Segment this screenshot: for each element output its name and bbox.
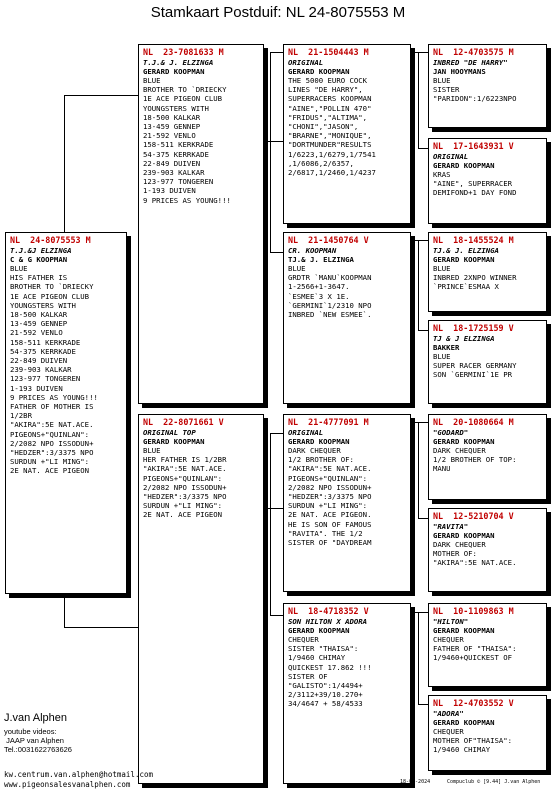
card-text-line: "AKIRA":5E NAT.ACE. <box>143 464 227 474</box>
card-text-line: BLUE <box>433 351 451 361</box>
card-text-line: "CHONI","JASON", <box>288 121 359 131</box>
card-text-line: DARK CHEQUER <box>288 445 341 455</box>
card-text-line: DARK CHEQUER <box>433 539 486 549</box>
card-text-line: SISTER <box>433 85 460 95</box>
card-text-line: 54-375 KERRKADE <box>143 149 209 159</box>
breeder-line: "GODARD" <box>433 427 469 437</box>
connector-line <box>270 52 271 252</box>
connector-line <box>418 330 428 331</box>
card-notes <box>433 170 542 198</box>
card-text-line: 9 PRICES AS YOUNG!!! <box>10 392 98 402</box>
card-text-line: SUPER RACER GERMANY <box>433 361 517 371</box>
connector-line <box>412 422 428 423</box>
connector-line <box>270 433 284 434</box>
print-date: 18-08-2024 <box>400 779 431 785</box>
card-text-line: 13-459 GENNEP <box>10 319 68 329</box>
card-text-line: 1/9460 CHIMAY <box>433 745 491 755</box>
card-text-line: 2/3112+39/10.270+ <box>288 690 363 700</box>
card-notes <box>143 446 259 520</box>
pedigree-card-dds <box>428 603 547 687</box>
card-text-line: "PARIDON":1/6223NPO <box>433 94 517 104</box>
card-text-line: CHEQUER <box>288 634 319 644</box>
card-text-line: CHEQUER <box>433 634 464 644</box>
card-text-line: 1-2566+1-3647. <box>288 282 350 292</box>
card-notes <box>433 264 542 292</box>
connector-line <box>412 612 428 613</box>
card-text-line: FATHER OF "THAISA": <box>433 644 517 654</box>
card-notes <box>288 76 406 177</box>
card-text-line: 2E NAT. ACE PIGEON. <box>288 510 372 520</box>
pedigree-card-sire-dam <box>283 232 411 404</box>
pedigree-card-main <box>5 232 127 594</box>
card-text-line: YOUNGSTERS WITH <box>143 103 209 113</box>
page-title: Stamkaart Postduif: NL 24-8075553 M <box>150 4 406 21</box>
card-notes <box>10 264 122 476</box>
connector-line <box>64 627 140 628</box>
connector-line <box>270 252 284 253</box>
ring-number: NL 18-1725159 V <box>433 323 514 333</box>
card-text-line: QUICKEST 17.862 !!! <box>288 662 372 672</box>
card-text-line: 1-193 DUIVEN <box>10 383 63 393</box>
connector-line <box>64 95 140 96</box>
card-text-line: INBRED 2XNPO WINNER <box>433 273 517 283</box>
card-text-line: 54-375 KERRKADE <box>10 346 76 356</box>
card-text-line: DEMIFOND+1 DAY FOND <box>433 188 517 198</box>
card-text-line: BLUE <box>10 263 28 273</box>
breeder-line: "ADORA" <box>433 708 464 718</box>
pedigree-card-sss <box>428 44 547 128</box>
card-text-line: MOTHER OF: <box>433 549 477 559</box>
ring-number: NL 24-8075553 M <box>10 235 91 245</box>
ring-number: NL 21-1450764 V <box>288 235 369 245</box>
card-text-line: "AKIRA":5E NAT.ACE. <box>433 558 517 568</box>
connector-line <box>266 508 284 509</box>
card-text-line: 1/9460+QUICKEST OF <box>433 653 513 663</box>
card-notes <box>433 352 542 380</box>
breeder-line: T.J.& J. ELZINGA <box>143 57 214 67</box>
card-notes <box>433 446 542 474</box>
card-text-line: 2/6817,1/2460,1/4237 <box>288 167 376 177</box>
connector-line <box>418 612 419 704</box>
card-text-line: 18-500 KALKAR <box>10 309 68 319</box>
ring-number: NL 12-5210704 V <box>433 511 514 521</box>
card-text-line: PIGEONS+"QUINLAN": <box>10 429 90 439</box>
card-text-line: HE IS SON OF FAMOUS <box>288 519 372 529</box>
card-text-line: 1/9460 CHIMAY <box>288 653 346 663</box>
card-text-line: 9 PRICES AS YOUNG!!! <box>143 195 231 205</box>
owner-name: GERARD KOOPMAN <box>143 66 205 76</box>
card-notes <box>433 727 542 755</box>
card-text-line: SISTER OF "DAYDREAM <box>288 537 372 547</box>
ring-number: NL 20-1080664 M <box>433 417 514 427</box>
card-text-line: LINES "DE HARRY", <box>288 85 363 95</box>
card-text-line: 1E ACE PIGEON CLUB <box>143 94 223 104</box>
card-notes <box>433 76 542 104</box>
owner-name: GERARD KOOPMAN <box>433 160 495 170</box>
breeder-line: ORIGINAL <box>288 427 324 437</box>
connector-line <box>418 52 419 148</box>
card-text-line: SURDUN +"LI MING": <box>288 501 368 511</box>
owner-name: JAN HOOYMANS <box>433 66 486 76</box>
card-text-line: 13-459 GENNEP <box>143 121 201 131</box>
card-text-line: BLUE <box>143 75 161 85</box>
ring-number: NL 18-4718352 V <box>288 606 369 616</box>
pedigree-card-dsd <box>428 508 547 592</box>
card-text-line: 21-592 VENLO <box>10 328 63 338</box>
card-text-line: SURDUN +"LI MING": <box>10 457 90 467</box>
connector-line <box>266 141 284 142</box>
connector-line <box>64 95 65 235</box>
owner-name: GERARD KOOPMAN <box>433 436 495 446</box>
ring-number: NL 23-7081633 M <box>143 47 224 57</box>
owner-name: GERARD KOOPMAN <box>433 254 495 264</box>
card-text-line: INBRED `NEW ESMEE`. <box>288 309 372 319</box>
breeder-line: T.J.&J ELZINGA <box>10 245 72 255</box>
card-text-line: 18-500 KALKAR <box>143 112 201 122</box>
card-text-line: BROTHER TO `DRIECKY <box>143 85 227 95</box>
card-text-line: 1-193 DUIVEN <box>143 186 196 196</box>
card-text-line: MOTHER OF"THAISA": <box>433 736 513 746</box>
card-text-line: 1E ACE PIGEON CLUB <box>10 291 90 301</box>
owner-name: GERARD KOOPMAN <box>143 436 205 446</box>
card-text-line: YOUNGSTERS WITH <box>10 300 76 310</box>
card-text-line: "AKIRA":5E NAT.ACE. <box>10 420 94 430</box>
ring-number: NL 12-4703575 M <box>433 47 514 57</box>
pedigree-card-dam-dam <box>283 603 411 784</box>
breeder-line: TJ & J ELZINGA <box>433 333 495 343</box>
card-notes <box>288 635 406 709</box>
card-text-line: "AKIRA":5E NAT.ACE. <box>288 464 372 474</box>
card-text-line: "BRARNE","MONIQUE", <box>288 131 372 141</box>
breeder-line: ORIGINAL <box>288 57 324 67</box>
card-notes <box>288 446 406 547</box>
owner-name: GERARD KOOPMAN <box>433 625 495 635</box>
card-text-line: "HEDZER":3/3375 NPO <box>143 491 227 501</box>
card-text-line: `GERMINI`1/2310 NPO <box>288 300 372 310</box>
breeder-line: ORIGINAL TOP <box>143 427 196 437</box>
ring-number: NL 18-1455524 M <box>433 235 514 245</box>
breeder-line: SON HILTON X ADORA <box>288 616 368 626</box>
connector-line <box>270 52 284 53</box>
card-text-line: 1/2BR <box>10 411 32 421</box>
card-text-line: CHEQUER <box>433 726 464 736</box>
ring-number: NL 21-4777091 M <box>288 417 369 427</box>
card-text-line: 1/2 BROTHER OF TOP: <box>433 455 517 465</box>
pedigree-card-ddd <box>428 695 547 771</box>
connector-line <box>412 52 428 53</box>
pedigree-card-dam <box>138 414 264 784</box>
card-text-line: 1/2 BROTHER OF: <box>288 455 354 465</box>
card-text-line: HER FATHER IS 1/2BR <box>143 455 227 465</box>
card-text-line: SUPERRACERS KOOPMAN <box>288 94 372 104</box>
card-text-line: SON `GERMINI`1E PR <box>433 370 513 380</box>
owner-name: GERARD KOOPMAN <box>288 436 350 446</box>
card-text-line: "FRIDUS","ALTIMA", <box>288 112 368 122</box>
card-text-line: BLUE <box>143 445 161 455</box>
card-text-line: 239-903 KALKAR <box>10 365 72 375</box>
card-text-line: "HEDZER":3/3375 NPO <box>288 491 372 501</box>
card-text-line: HIS FATHER IS <box>10 273 68 283</box>
pedigree-card-sire <box>138 44 264 404</box>
connector-line <box>270 433 271 615</box>
owner-name: BAKKER <box>433 342 460 352</box>
pedigree-card-dam-sire <box>283 414 411 592</box>
card-text-line: "RAVITA". THE 1/2 <box>288 528 363 538</box>
breeder-line: TJ.& J. ELZINGA <box>433 245 499 255</box>
owner-name: TJ.& J. ELZINGA <box>288 254 354 264</box>
card-text-line: "HEDZER":3/3375 NPO <box>10 447 94 457</box>
breeder-line: INBRED "DE HARRY" <box>433 57 508 67</box>
card-text-line: BROTHER TO `DRIECKY <box>10 282 94 292</box>
card-text-line: SISTER OF <box>288 671 328 681</box>
pedigree-card-sds <box>428 232 547 312</box>
card-text-line: 158-511 KERKRADE <box>10 337 81 347</box>
owner-name: C & G KOOPMAN <box>10 254 68 264</box>
owner-name: GERARD KOOPMAN <box>433 530 495 540</box>
breeder-line: CR. KOOPMAN <box>288 245 337 255</box>
card-text-line: BLUE <box>433 263 451 273</box>
card-text-line: 123-977 TONGEREN <box>10 374 81 384</box>
breeder-line: "RAVITA" <box>433 521 469 531</box>
card-text-line: 2/2082 NPO ISSODUN+ <box>10 438 94 448</box>
card-text-line: 34/4647 + 58/4533 <box>288 699 363 709</box>
pedigree-card-ssd <box>428 138 547 224</box>
breeder-line: ORIGINAL <box>433 151 469 161</box>
card-text-line: `ESMEE`3 X 1E. <box>288 291 350 301</box>
pedigree-card-sdd <box>428 320 547 404</box>
card-text-line: DARK CHEQUER <box>433 445 486 455</box>
card-text-line: 158-511 KERKRADE <box>143 140 214 150</box>
ring-number: NL 12-4703552 V <box>433 698 514 708</box>
owner-name: GERARD KOOPMAN <box>288 625 350 635</box>
connector-line <box>418 240 419 330</box>
card-text-line: 2E NAT. ACE PIGEON <box>10 466 90 476</box>
card-text-line: 2/2082 NPO ISSODUN+ <box>143 482 227 492</box>
ring-number: NL 10-1109863 M <box>433 606 514 616</box>
card-notes <box>288 264 406 319</box>
card-text-line: 21-592 VENLO <box>143 131 196 141</box>
card-text-line: SURDUN +"LI MING": <box>143 501 223 511</box>
ring-number: NL 22-8071661 V <box>143 417 224 427</box>
card-text-line: "AINE","POLLIN 470" <box>288 103 372 113</box>
card-text-line: "AINE", SUPERRACER <box>433 179 513 189</box>
email-link[interactable]: kw.centrum.van.alphen@hotmail.com <box>4 770 154 779</box>
connector-line <box>270 615 284 616</box>
pedigree-card-sire-sire <box>283 44 411 224</box>
card-text-line: BLUE <box>288 263 306 273</box>
connector-line <box>64 592 65 627</box>
card-text-line: 123-977 TONGEREN <box>143 177 214 187</box>
connector-line <box>418 422 419 518</box>
card-text-line: 1/6223,1/6279,1/7541 <box>288 149 376 159</box>
card-text-line: PIGEONS+"QUINLAN": <box>288 473 368 483</box>
phone-number: Tel.:0031622763626 <box>4 745 72 754</box>
card-text-line: SISTER "THAISA": <box>288 644 359 654</box>
owner-name: GERARD KOOPMAN <box>433 717 495 727</box>
card-text-line: ,1/6086,2/6357, <box>288 158 354 168</box>
connector-line <box>418 148 428 149</box>
youtube-channel: JAAP van Alphen <box>4 736 64 745</box>
card-text-line: `PRINCE`ESMAA X <box>433 282 499 292</box>
card-text-line: 239-903 KALKAR <box>143 167 205 177</box>
connector-line <box>418 518 428 519</box>
card-text-line: 22-849 DUIVEN <box>10 355 68 365</box>
card-notes <box>433 540 542 568</box>
pedigree-card-dss <box>428 414 547 500</box>
card-text-line: KRAS <box>433 169 451 179</box>
connector-line <box>412 240 428 241</box>
card-text-line: THE 5000 EURO COCK <box>288 75 368 85</box>
youtube-label: youtube videos: <box>4 727 57 736</box>
owner-name: GERARD KOOPMAN <box>288 66 350 76</box>
card-text-line: "DORTMUNDER"RESULTS <box>288 140 372 150</box>
card-notes <box>433 635 542 663</box>
card-text-line: FATHER OF MOTHER IS <box>10 401 94 411</box>
ring-number: NL 17-1643931 V <box>433 141 514 151</box>
card-text-line: 2/2082 NPO ISSODUN+ <box>288 482 372 492</box>
card-text-line: "GALISTO":1/4494+ <box>288 680 363 690</box>
owner-signature: J.van Alphen <box>4 712 67 724</box>
software-credit: Compuclub © [9.44] J.van Alphen <box>447 779 541 785</box>
card-text-line: GRDTR `MANU`KOOPMAN <box>288 273 372 283</box>
ring-number: NL 21-1504443 M <box>288 47 369 57</box>
card-text-line: MANU <box>433 464 451 474</box>
card-notes <box>143 76 259 205</box>
connector-line <box>418 704 428 705</box>
card-text-line: 2E NAT. ACE PIGEON <box>143 510 223 520</box>
card-text-line: BLUE <box>433 75 451 85</box>
website-link[interactable]: www.pigeonsalesvanalphen.com <box>4 780 131 789</box>
card-text-line: PIGEONS+"QUINLAN": <box>143 473 223 483</box>
card-text-line: 22-849 DUIVEN <box>143 158 201 168</box>
breeder-line: "HILTON" <box>433 616 469 626</box>
